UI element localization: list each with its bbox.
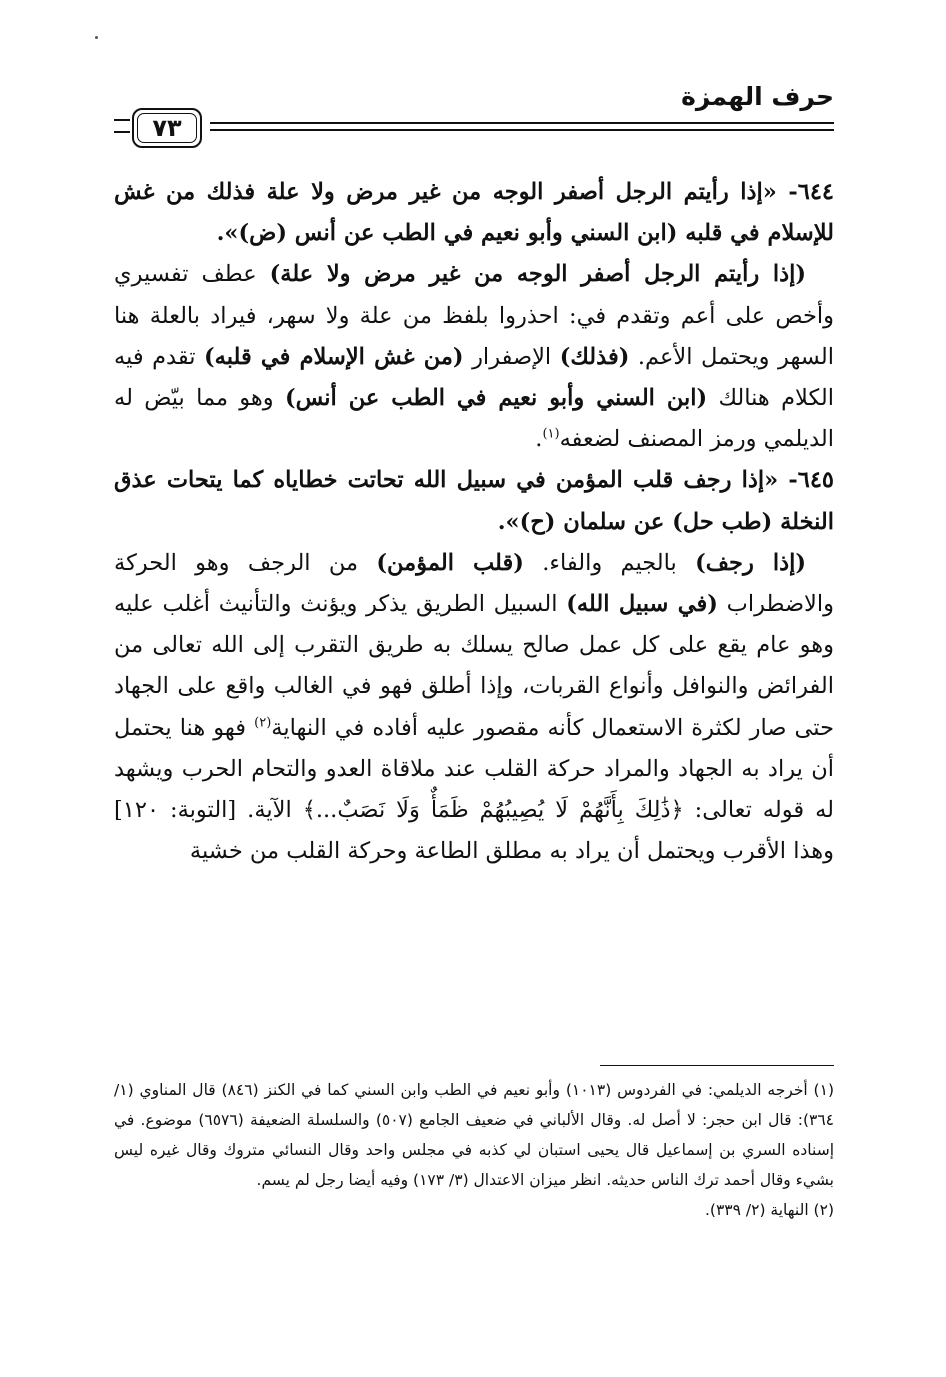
commentary-644 — [114, 254, 834, 460]
footnote-ref-2[interactable]: (٢) — [254, 715, 272, 731]
commentary-text: السبيل الطريق يذكر ويؤنث والتأنيث أغلب عليه وهو عام يقع على كل عمل صالح يسلك به طريق التقرب إلى الله تعالى من الفرائض والنوافل وأنواع القربات، وإذا أطلق فهو في الغالب واقع على الجهاد حتى صار لكثرة الاستعمال كأنه مقصور عليه أفاده في النهاية — [114, 591, 834, 741]
quoted-phrase: (في سبيل الله) — [566, 591, 718, 618]
quoted-phrase: (من غش الإسلام في قلبه) — [204, 343, 464, 370]
quoted-phrase: (إذا رجف) — [695, 549, 806, 576]
quoted-phrase: (إذا رأيتم الرجل أصفر الوجه من غير مرض ولا علة) — [269, 261, 807, 288]
commentary-text: عطف تفسيري وأخص على أعم وتقدم في: احذروا بلفظ من علة ولا سهر، فيراد بالعلة هنا السهر ويحتمل الأعم. — [114, 261, 834, 370]
commentary-text: بالجيم والفاء. — [523, 549, 696, 576]
quoted-phrase: (ابن السني وأبو نعيم في الطب عن أنس) — [284, 385, 708, 412]
scan-speck — [95, 36, 98, 39]
commentary-text: من الرجف وهو الحركة والاضطراب — [114, 549, 835, 618]
footnote-1: (١) أخرجه الديلمي: في الفردوس (١٠١٣) وأبو نعيم في الطب وابن السني كما في الكنز (٨٤٦) قال المناوي (١/ ٣٦٤): قال ابن حجر: لا أصل له. وقال الألباني في ضعيف الجامع (٥٠٧) والسلسلة الضعيفة (٦٥٧٦) موضوع. في إسناده السري بن إسماعيل قال يحيى استبان لي كذبه في مجلس واحد وقال النسائي متروك وقال غيره ليس بشيء وقال أحمد ترك الناس حديثه. انظر ميزان الاعتدال (٣/ ١٧٣) وفيه أيضا رجل لم يسم. — [114, 1081, 834, 1189]
commentary-text: فهو هنا يحتمل أن يراد به الجهاد والمراد حركة القلب عند ملاقاة العدو والتحام الحرب ويشهد له قوله تعالى: ﴿ذَٰلِكَ بِأَنَّهُمْ لَا يُصِيبُهُمْ ظَمَأٌ وَلَا نَصَبٌ...﴾ الآية. [التوبة: ١٢٠] وهذا الأقرب ويحتمل أن يراد به مطلق الطاعة وحركة القلب من خشية — [114, 714, 834, 865]
commentary-645 — [114, 543, 834, 873]
page-number — [132, 108, 202, 148]
footnote-2: (٢) النهاية (٢/ ٣٣٩). — [705, 1201, 834, 1219]
header-double-rule — [210, 122, 834, 131]
main-text — [114, 172, 834, 872]
commentary-text: . — [535, 426, 543, 453]
running-header-title: حرف الهمزة — [681, 82, 834, 111]
page-number-text: ٧٣ — [152, 114, 182, 142]
hadith-entry-644: ٦٤٤- «إذا رأيتم الرجل أصفر الوجه من غير مرض ولا علة فذلك من غش للإسلام في قلبه (ابن السني وأبو نعيم في الطب عن أنس (ض)». — [114, 179, 834, 247]
footnotes — [114, 1075, 834, 1225]
footnote-ref-1[interactable]: (١) — [542, 426, 560, 442]
footnote-separator — [600, 1065, 834, 1066]
commentary-text: تقدم فيه الكلام هنالك — [114, 343, 834, 412]
commentary-text: وهو مما بيّض له الديلمي ورمز المصنف لضعفه — [114, 385, 834, 453]
commentary-text: الإصفرار — [463, 343, 560, 370]
quoted-phrase: (قلب المؤمن) — [376, 549, 524, 576]
header-rule-end-mark — [114, 119, 130, 133]
quoted-phrase: (فذلك) — [559, 343, 630, 370]
hadith-entry-645: ٦٤٥- «إذا رجف قلب المؤمن في سبيل الله تحاتت خطاياه كما يتحات عذق النخلة (طب حل) عن سلمان (ح)». — [114, 467, 834, 535]
